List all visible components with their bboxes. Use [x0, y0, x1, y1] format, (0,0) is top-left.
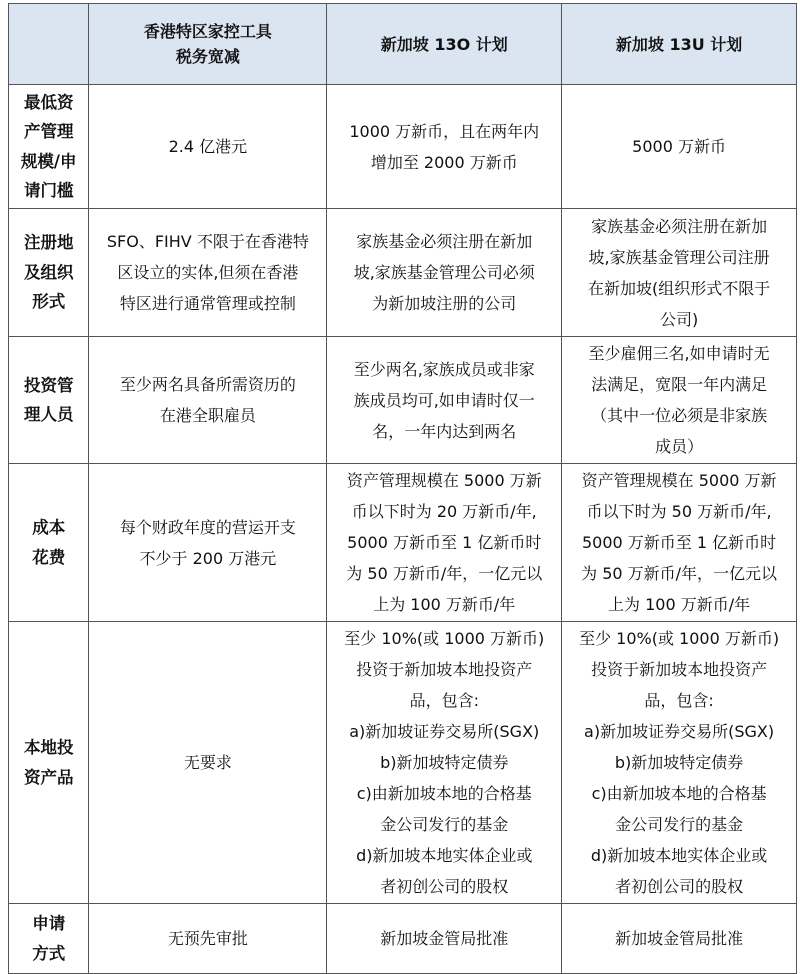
cell-sg-13o-line: 币以下时为 20 万新币/年, [351, 502, 537, 521]
cell-hk-line: 2.4 亿港元 [168, 137, 248, 156]
cell-sg-13o-line: 至少两名,家族成员或非家 [353, 359, 535, 379]
cell-hk [89, 209, 327, 337]
cell-sg-13u [562, 464, 797, 622]
cell-sg-13o-line: 1000 万新币，且在两年内 [349, 121, 540, 141]
cell-hk-line: SFO、FIHV 不限于在香港特 [106, 232, 309, 251]
cell-sg-13o-line: 者初创公司的股权 [380, 877, 509, 896]
row-label-line: 形式 [32, 292, 66, 312]
cell-sg-13u [562, 85, 797, 209]
cell-sg-13o-line: 为新加坡注册的公司 [372, 294, 517, 313]
cell-sg-13u-line: 上为 100 万新币/年 [608, 595, 751, 614]
row-label-line: 规模/申 [20, 151, 77, 171]
cell-hk [89, 622, 327, 904]
cell-sg-13u-line: 法满足，宽限一年内满足 [591, 375, 768, 394]
cell-sg-13u-line: a)新加坡证券交易所(SGX) [584, 722, 775, 741]
cell-sg-13u-line: 新加坡金管局批准 [615, 929, 744, 948]
cell-sg-13o-line: a)新加坡证券交易所(SGX) [349, 722, 540, 741]
row-min-aum [9, 85, 797, 209]
cell-sg-13u-line: 投资于新加坡本地投资产 [591, 660, 768, 679]
cell-sg-13u-line: 坡,家族基金管理公司注册 [588, 247, 770, 267]
cell-hk-line: 无预先审批 [167, 929, 248, 948]
cell-sg-13o-line: 至少 10%(或 1000 万新币) [344, 629, 545, 648]
row-label-line: 方式 [32, 943, 66, 963]
cell-sg-13o [327, 337, 562, 464]
cell-sg-13u-line: 在新加坡(组织形式不限于 [587, 278, 771, 298]
header-row [9, 4, 797, 85]
cell-hk [89, 904, 327, 974]
row-application [9, 904, 797, 974]
row-label-line: 成本 [32, 518, 66, 537]
header-hk [89, 4, 327, 85]
cell-sg-13u-line: 成员） [655, 437, 704, 456]
row-label-line: 花费 [32, 547, 66, 567]
cell-sg-13o [327, 464, 562, 622]
cell-sg-13u-line: （其中一位必须是非家族 [591, 406, 768, 425]
row-label-line: 投资管 [23, 375, 74, 395]
row-label-line: 注册地 [23, 233, 74, 253]
cell-hk-line: 每个财政年度的营运开支 [119, 517, 296, 537]
row-label-line: 最低资 [23, 92, 74, 112]
row-registration [9, 209, 797, 337]
cell-sg-13u-line: 资产管理规模在 5000 万新 [581, 471, 777, 490]
cell-sg-13u-line: 币以下时为 50 万新币/年, [586, 502, 772, 521]
row-label-line: 产管理 [23, 122, 74, 141]
cell-sg-13o-line: 品，包含: [409, 691, 479, 710]
cell-hk [89, 337, 327, 464]
row-label [9, 85, 89, 209]
cell-sg-13o-line: 新加坡金管局批准 [380, 929, 509, 948]
cell-hk-line: 不少于 200 万港元 [139, 548, 277, 568]
cell-sg-13u-line: 者初创公司的股权 [615, 877, 744, 896]
row-cost [9, 464, 797, 622]
cell-sg-13u-line: 至少 10%(或 1000 万新币) [579, 629, 780, 648]
cell-sg-13u [562, 337, 797, 464]
cell-sg-13o [327, 622, 562, 904]
cell-sg-13o-line: 资产管理规模在 5000 万新 [346, 471, 542, 490]
row-label [9, 464, 89, 622]
cell-sg-13o-line: 金公司发行的基金 [380, 815, 509, 834]
comparison-table [8, 3, 797, 974]
cell-sg-13o-line: 族成员均可,如申请时仅一 [353, 390, 535, 410]
header-sg-13u: 新加坡 13U 计划 [562, 4, 797, 85]
cell-hk-line: 区设立的实体,但须在香港 [117, 263, 299, 282]
cell-sg-13o-line: 家族基金必须注册在新加 [356, 232, 533, 251]
cell-sg-13o-line: 坡,家族基金管理公司必须 [353, 263, 535, 282]
cell-sg-13o-line: c)由新加坡本地的合格基 [356, 784, 532, 803]
cell-sg-13u [562, 209, 797, 337]
row-label-line: 资产品 [23, 767, 74, 787]
cell-sg-13o-line: 名，一年内达到两名 [372, 421, 517, 441]
cell-sg-13u-line: 5000 万新币至 1 亿新币时 [582, 533, 777, 552]
cell-sg-13u [562, 622, 797, 904]
cell-sg-13o [327, 85, 562, 209]
cell-sg-13o [327, 209, 562, 337]
cell-sg-13u-line: 至少雇佣三名,如申请时无 [588, 344, 770, 363]
header-hk-line2: 税务宽减 [175, 47, 240, 66]
cell-sg-13o-line: 为 50 万新币/年，一亿元以 [346, 564, 543, 583]
row-label [9, 337, 89, 464]
header-corner-cell [9, 4, 89, 85]
cell-hk-line: 至少两名具备所需资历的 [119, 375, 296, 394]
row-investment-staff [9, 337, 797, 464]
cell-sg-13u [562, 904, 797, 974]
cell-sg-13u-line: 品，包含: [644, 691, 714, 710]
cell-hk-line: 特区进行通常管理或控制 [119, 294, 296, 313]
cell-sg-13o [327, 904, 562, 974]
cell-sg-13u-line: 公司) [659, 309, 699, 329]
cell-sg-13u-line: 金公司发行的基金 [615, 815, 744, 834]
cell-sg-13o-line: 增加至 2000 万新币 [370, 152, 518, 172]
cell-hk-line: 在港全职雇员 [159, 406, 256, 425]
cell-sg-13o-line: 投资于新加坡本地投资产 [356, 660, 533, 679]
cell-hk [89, 464, 327, 622]
row-local-investment [9, 622, 797, 904]
row-label-line: 理人员 [23, 405, 74, 424]
cell-sg-13o-line: 上为 100 万新币/年 [373, 595, 516, 614]
cell-sg-13u-line: 5000 万新币 [632, 137, 726, 156]
cell-sg-13u-line: c)由新加坡本地的合格基 [591, 784, 767, 803]
cell-sg-13u-line: 家族基金必须注册在新加 [591, 216, 768, 236]
row-label-line: 请门槛 [23, 181, 74, 200]
header-hk-line1: 香港特区家控工具 [143, 22, 272, 41]
cell-sg-13o-line: 5000 万新币至 1 亿新币时 [347, 533, 542, 552]
cell-sg-13o-line: b)新加坡特定债券 [380, 753, 509, 772]
row-label [9, 904, 89, 974]
cell-sg-13u-line: d)新加坡本地实体企业或 [590, 846, 768, 865]
cell-sg-13o-line: d)新加坡本地实体企业或 [356, 846, 533, 865]
row-label-line: 及组织 [23, 262, 74, 282]
cell-sg-13u-line: 为 50 万新币/年，一亿元以 [581, 564, 778, 583]
row-label [9, 209, 89, 337]
row-label [9, 622, 89, 904]
cell-hk-line: 无要求 [183, 753, 232, 772]
cell-hk [89, 85, 327, 209]
header-sg-13o: 新加坡 13O 计划 [327, 4, 562, 85]
row-label-line: 申请 [32, 914, 66, 933]
row-label-line: 本地投 [23, 738, 74, 757]
cell-sg-13u-line: b)新加坡特定债券 [614, 753, 744, 772]
